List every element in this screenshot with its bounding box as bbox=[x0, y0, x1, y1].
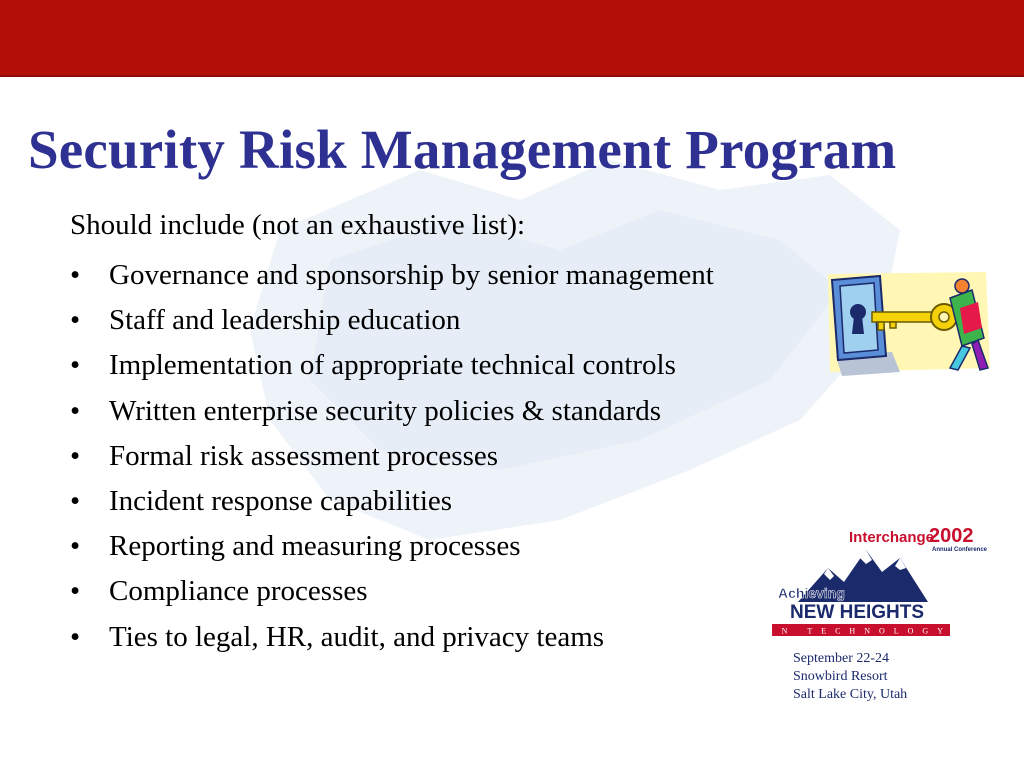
list-item bbox=[70, 253, 714, 298]
logo-tagline-technology: IN TECHNOLOGY bbox=[770, 626, 952, 636]
bullet-text: Ties to legal, HR, audit, and privacy teams bbox=[109, 620, 605, 653]
slide-title: Security Risk Management Program bbox=[28, 119, 897, 180]
logo-year: 2002 bbox=[929, 525, 974, 547]
bullet-text: Compliance processes bbox=[109, 575, 368, 608]
bullet-text: Written enterprise security policies & standards bbox=[109, 394, 662, 427]
list-item bbox=[70, 524, 714, 569]
bullet-text: Incident response capabilities bbox=[109, 484, 453, 517]
logo-tagline-achieving: Achieving bbox=[778, 585, 845, 601]
logo-conference: Annual Conference bbox=[932, 547, 988, 553]
intro-text: Should include (not an exhaustive list): bbox=[70, 209, 526, 241]
bullet-glyph: • bbox=[70, 530, 81, 563]
list-item bbox=[70, 615, 714, 660]
bullet-text: Implementation of appropriate technical controls bbox=[109, 349, 676, 382]
bullet-text: Formal risk assessment processes bbox=[109, 439, 499, 472]
bullet-list bbox=[70, 253, 714, 660]
list-item bbox=[70, 343, 714, 388]
bullet-glyph: • bbox=[70, 620, 81, 653]
logo-venue: Snowbird Resort bbox=[793, 669, 888, 684]
bullet-glyph: • bbox=[70, 439, 81, 472]
bullet-glyph: • bbox=[70, 484, 81, 517]
list-item bbox=[70, 389, 714, 434]
bullet-text: Reporting and measuring processes bbox=[109, 530, 521, 563]
list-item bbox=[70, 479, 714, 524]
logo-tagline-new-heights: NEW HEIGHTS bbox=[790, 602, 925, 623]
interchange-2002-logo bbox=[768, 520, 988, 708]
key-lock-clipart-icon bbox=[822, 268, 994, 380]
bullet-glyph: • bbox=[70, 349, 81, 382]
bullet-text: Governance and sponsorship by senior management bbox=[109, 259, 714, 291]
bullet-text: Staff and leadership education bbox=[109, 304, 461, 337]
bullet-glyph: • bbox=[70, 304, 81, 337]
bullet-glyph: • bbox=[70, 575, 81, 608]
logo-city: Salt Lake City, Utah bbox=[793, 687, 908, 702]
logo-date: September 22-24 bbox=[793, 651, 890, 666]
list-item bbox=[70, 298, 714, 343]
list-item bbox=[70, 569, 714, 614]
bullet-glyph: • bbox=[70, 259, 81, 291]
logo-event: Interchange bbox=[849, 529, 935, 546]
bullet-glyph: • bbox=[70, 394, 81, 427]
list-item bbox=[70, 434, 714, 479]
